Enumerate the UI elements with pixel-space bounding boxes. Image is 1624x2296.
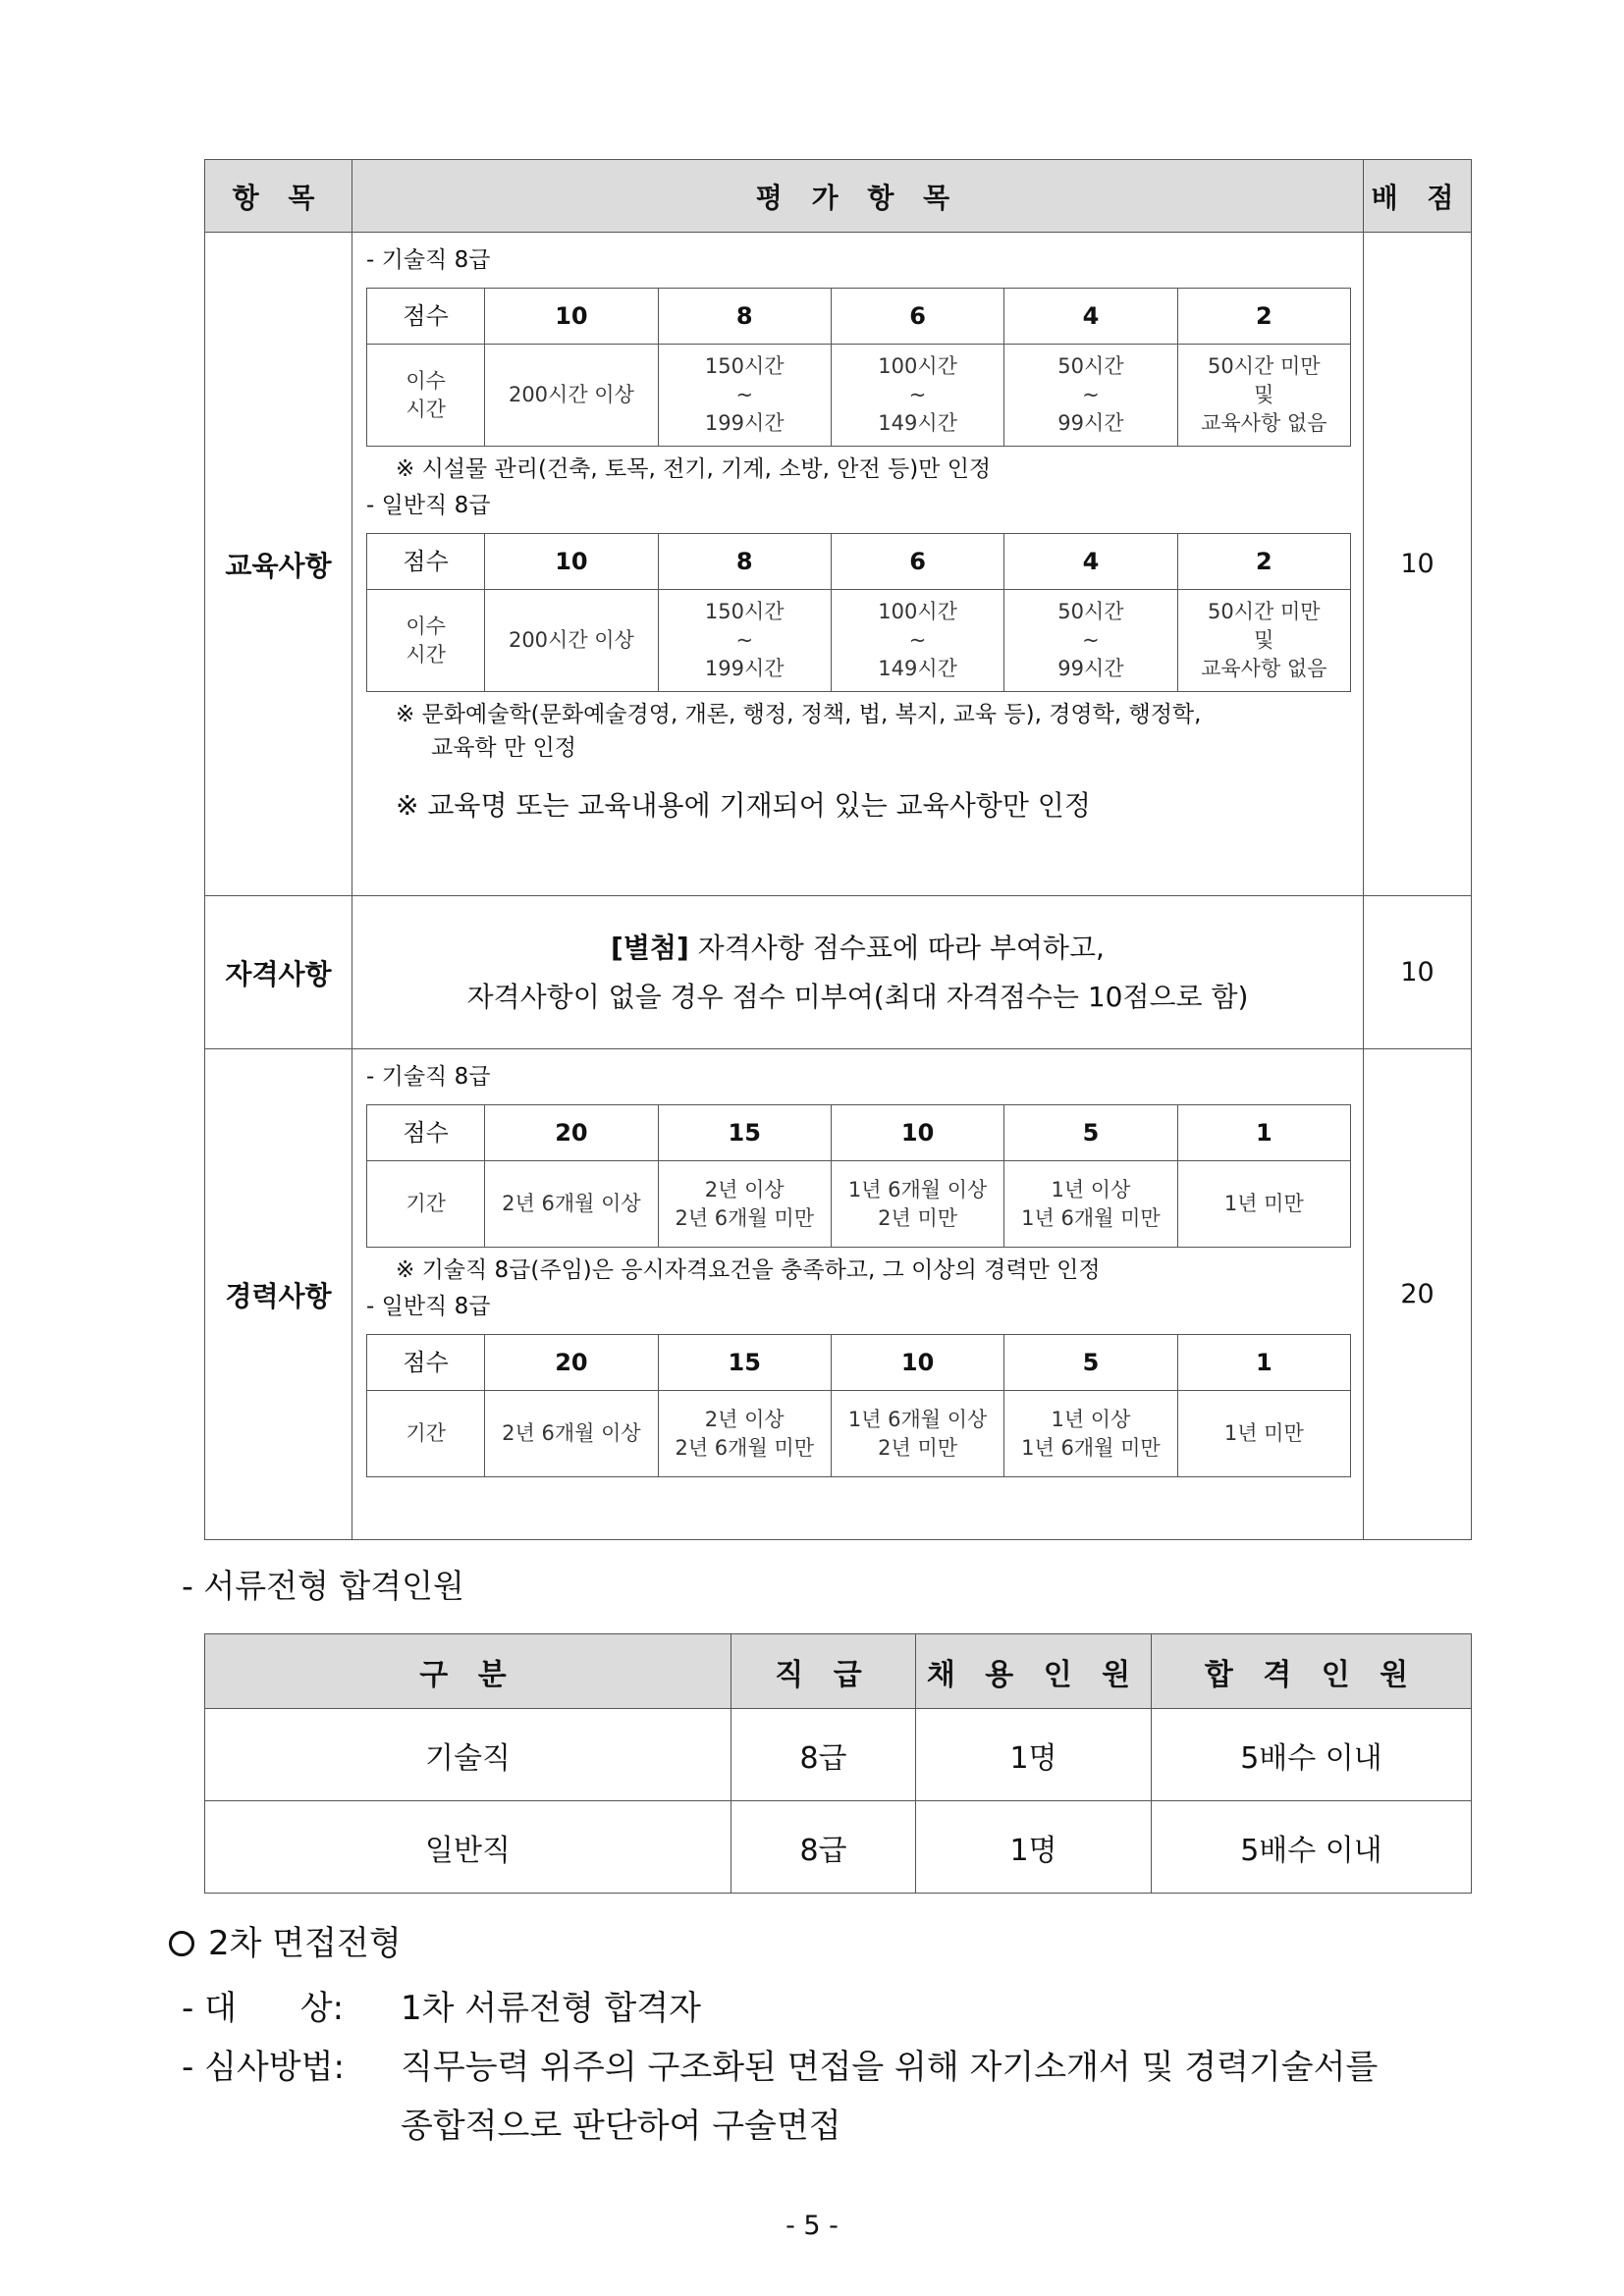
education-tech-note: ※ 시설물 관리(건축, 토목, 전기, 기계, 소방, 안전 등)만 인정 (396, 456, 992, 482)
criteria-cell: 2년 이상 2년 6개월 미만 (658, 1391, 831, 1477)
qualification-line2: 자격사항이 없을 경우 점수 미부여(최대 자격점수는 10점으로 함) (466, 980, 1249, 1013)
experience-tech-title: - 기술직 8급 (366, 1064, 491, 1090)
interview-method-label: - 심사방법: (182, 2048, 345, 2087)
value-row (367, 1391, 1351, 1477)
table-cell: 5배수 이내 (1152, 1801, 1472, 1894)
interview-target-label: - 대 상: (182, 1989, 345, 2028)
experience-content (352, 1049, 1364, 1540)
score-cell: 4 (1004, 534, 1177, 590)
score-label-cell: 점수 (367, 289, 485, 345)
criteria-cell: 1년 이상 1년 6개월 미만 (1004, 1391, 1177, 1477)
table-cell: 8급 (731, 1709, 916, 1801)
score-cell: 15 (658, 1335, 831, 1391)
criteria-cell: 200시간 이상 (485, 345, 658, 447)
criteria-cell: 1년 미만 (1177, 1391, 1350, 1477)
summary-header: 합 격 인 원 (1152, 1634, 1472, 1709)
score-row (367, 289, 1351, 345)
score-cell: 10 (485, 534, 658, 590)
criteria-cell: 100시간 ~ 149시간 (831, 345, 1003, 447)
table-cell: 5배수 이내 (1152, 1709, 1472, 1801)
experience-tech-table (366, 1104, 1351, 1248)
score-cell: 8 (658, 289, 831, 345)
score-cell: 10 (485, 289, 658, 345)
criteria-cell: 50시간 미만 및 교육사항 없음 (1177, 590, 1350, 692)
education-general-note: ※ 문화예술학(문화예술경영, 개론, 행정, 정책, 법, 복지, 교육 등), 경영학, 행정학, (396, 702, 1202, 727)
criteria-cell: 1년 이상 1년 6개월 미만 (1004, 1161, 1177, 1248)
criteria-cell: 100시간 ~ 149시간 (831, 590, 1003, 692)
score-cell: 8 (658, 534, 831, 590)
score-cell: 5 (1004, 1105, 1177, 1161)
value-row (367, 345, 1351, 447)
table-cell: 1명 (916, 1709, 1152, 1801)
summary-table (204, 1633, 1472, 1894)
score-cell: 6 (831, 534, 1003, 590)
qualification-row (205, 896, 1472, 1049)
experience-general-title: - 일반직 8급 (366, 1294, 491, 1319)
table-cell: 일반직 (205, 1801, 731, 1894)
score-label-cell: 점수 (367, 534, 485, 590)
criteria-cell: 1년 6개월 이상 2년 미만 (831, 1391, 1003, 1477)
score-cell: 1 (1177, 1335, 1350, 1391)
education-category: 교육사항 (205, 233, 352, 896)
criteria-cell: 2년 이상 2년 6개월 미만 (658, 1161, 831, 1248)
experience-general-table (366, 1334, 1351, 1477)
criteria-label-cell: 이수 시간 (367, 345, 485, 447)
table-cell: 1명 (916, 1801, 1152, 1894)
qualification-points: 10 (1364, 896, 1472, 1049)
evaluation-table (204, 159, 1472, 1540)
value-row (367, 590, 1351, 692)
interview-heading: 2차 면접전형 (208, 1924, 402, 1963)
table-row (205, 1801, 1472, 1894)
summary-header: 직 급 (731, 1634, 916, 1709)
qualification-line1 (352, 924, 1363, 973)
criteria-cell: 1년 미만 (1177, 1161, 1350, 1248)
value-row (367, 1161, 1351, 1248)
experience-points: 20 (1364, 1049, 1472, 1540)
summary-title: - 서류전형 합격인원 (182, 1567, 464, 1605)
criteria-cell: 150시간 ~ 199시간 (658, 345, 831, 447)
header-category: 항 목 (205, 160, 352, 233)
score-cell: 10 (831, 1105, 1003, 1161)
criteria-cell: 2년 6개월 이상 (485, 1161, 658, 1248)
criteria-label-cell: 기간 (367, 1391, 485, 1477)
score-row (367, 1335, 1351, 1391)
score-cell: 2 (1177, 534, 1350, 590)
score-cell: 4 (1004, 289, 1177, 345)
summary-header-row (205, 1634, 1472, 1709)
interview-method-line2: 종합적으로 판단하여 구술면접 (401, 2107, 841, 2146)
summary-header: 채 용 인 원 (916, 1634, 1152, 1709)
score-cell: 20 (485, 1105, 658, 1161)
education-general-note-cont: 교육학 만 인정 (431, 735, 576, 761)
score-row (367, 534, 1351, 590)
summary-header: 구 분 (205, 1634, 731, 1709)
education-tech-title: - 기술직 8급 (366, 247, 491, 273)
score-cell: 5 (1004, 1335, 1177, 1391)
score-cell: 2 (1177, 289, 1350, 345)
table-cell: 기술직 (205, 1709, 731, 1801)
interview-heading-line (169, 1916, 402, 1964)
criteria-cell: 50시간 ~ 99시간 (1004, 590, 1177, 692)
education-points: 10 (1364, 233, 1472, 896)
criteria-cell: 200시간 이상 (485, 590, 658, 692)
criteria-cell: 50시간 미만 및 교육사항 없음 (1177, 345, 1350, 447)
score-cell: 20 (485, 1335, 658, 1391)
table-row (205, 1709, 1472, 1801)
header-points: 배 점 (1364, 160, 1472, 233)
score-cell: 15 (658, 1105, 831, 1161)
score-row (367, 1105, 1351, 1161)
evaluation-header-row (205, 160, 1472, 233)
score-cell: 10 (831, 1335, 1003, 1391)
qualification-line1-text: 자격사항 점수표에 따라 부여하고, (688, 931, 1105, 964)
education-general-table (366, 533, 1351, 692)
experience-row (205, 1049, 1472, 1540)
header-criteria: 평 가 항 목 (352, 160, 1364, 233)
criteria-cell: 150시간 ~ 199시간 (658, 590, 831, 692)
criteria-cell: 50시간 ~ 99시간 (1004, 345, 1177, 447)
page-number: - 5 - (785, 2211, 839, 2241)
education-content (352, 233, 1364, 896)
criteria-label-cell: 기간 (367, 1161, 485, 1248)
education-row (205, 233, 1472, 896)
criteria-cell: 2년 6개월 이상 (485, 1391, 658, 1477)
qualification-content (352, 896, 1364, 1049)
education-final-note: ※ 교육명 또는 교육내용에 기재되어 있는 교육사항만 인정 (396, 789, 1091, 822)
table-cell: 8급 (731, 1801, 916, 1894)
experience-tech-note: ※ 기술직 8급(주임)은 응시자격요건을 충족하고, 그 이상의 경력만 인정 (396, 1257, 1101, 1283)
score-cell: 1 (1177, 1105, 1350, 1161)
score-label-cell: 점수 (367, 1335, 485, 1391)
education-tech-table (366, 288, 1351, 447)
criteria-label-cell: 이수 시간 (367, 590, 485, 692)
attachment-label: [별첨] (611, 931, 689, 964)
interview-target-value: 1차 서류전형 합격자 (401, 1989, 701, 2028)
qualification-category: 자격사항 (205, 896, 352, 1049)
score-cell: 6 (831, 289, 1003, 345)
experience-category: 경력사항 (205, 1049, 352, 1540)
criteria-cell: 1년 6개월 이상 2년 미만 (831, 1161, 1003, 1248)
education-general-title: - 일반직 8급 (366, 493, 491, 518)
interview-method-line1: 직무능력 위주의 구조화된 면접을 위해 자기소개서 및 경력기술서를 (401, 2048, 1379, 2087)
score-label-cell: 점수 (367, 1105, 485, 1161)
circle-bullet-icon (169, 1931, 194, 1956)
